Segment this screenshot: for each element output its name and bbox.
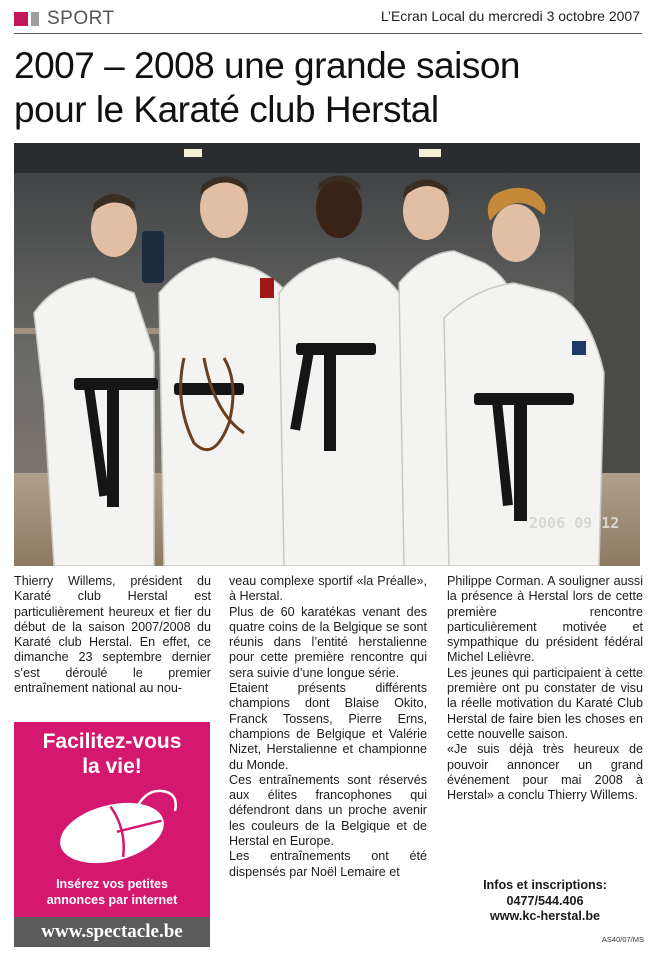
info-title: Infos et inscriptions: [483,878,607,892]
rubric-pink-square [14,12,28,26]
headline-line-2: pour le Karaté club Herstal [14,89,439,130]
section-rubric [14,8,115,30]
article-column-3 [447,574,643,803]
ad-headline-line-1: Facilitez-vous [42,730,182,753]
headline-line-1: 2007 – 2008 une grande saison [14,45,520,86]
paragraph: Ces entraînements sont réservés aux élites francophones qui défendront dans un proche avenir les couleurs de la Belgique et de Herstal en Europe. [229,772,427,849]
publication-dateline: L’Ecran Local du mercredi 3 octobre 2007 [380,8,640,24]
section-label: SPORT [47,8,115,29]
article-photo [14,143,640,566]
header-rule [14,33,642,34]
paragraph: Les entraînements ont été dispensés par Noël Lemaire et [229,849,427,879]
info-box [447,878,643,925]
paragraph: «Je suis déjà très heureux de pouvoir annoncer un grand événement pour mai 2008 à Herstal» a conclu Thierry Willems. [447,742,643,803]
info-website[interactable]: www.kc-herstal.be [489,909,601,923]
paragraph: veau complexe sportif «la Préalle», à Herstal. [229,574,427,604]
paragraph: Plus de 60 karatékas venant des quatre coins de la Belgique se sont réunis dans l’entité herstalienne pour cette première rencontre qui sera suivie d’une longue série. [229,604,427,680]
article-headline [14,44,634,132]
article-column-2 [229,574,427,880]
ad-subtitle-line-2: annonces par internet [46,893,178,907]
ad-website-link[interactable]: www.spectacle.be [14,917,210,947]
paragraph: Thierry Willems, président du Karaté club Herstal est particulièrement heureux et fier du début de la saison 2007/2008 du Karaté club Herstal. En effet, ce dimanche 23 septembre dernier s’est déroulé le premier entraînement national au nou- [14,574,211,696]
info-phone: 0477/544.406 [506,893,584,908]
ad-headline [14,729,210,779]
rubric-grey-bar [31,12,39,26]
computer-mouse-icon [14,781,210,874]
paragraph: Etaient présents différents champions dont Blaise Okito, Franck Tossens, Pierre Erns, champions de Belgique et Valérie Nizet, Herstalienne et championne du Monde. [229,681,427,772]
layout-credit: AS40/07/MS [601,935,644,944]
article-column-1 [14,574,211,696]
ad-subtitle [14,876,210,908]
ad-subtitle-line-1: Insérez vos petites [56,877,168,891]
paragraph: Les jeunes qui participaient à cette première ont pu constater de visu la réelle motivation du Karaté Club Herstal de faire bien les choses en cette nouvelle saison. [447,665,643,741]
advertisement[interactable] [14,722,210,947]
paragraph: Philippe Corman. A souligner aussi la présence à Herstal lors de cette première rencontre particulièrement motivée et sympathique du président fédéral Michel Lelièvre. [447,574,643,665]
photo-date-stamp: 2006 09 12 [529,514,620,532]
ad-headline-line-2: la vie! [82,755,142,778]
